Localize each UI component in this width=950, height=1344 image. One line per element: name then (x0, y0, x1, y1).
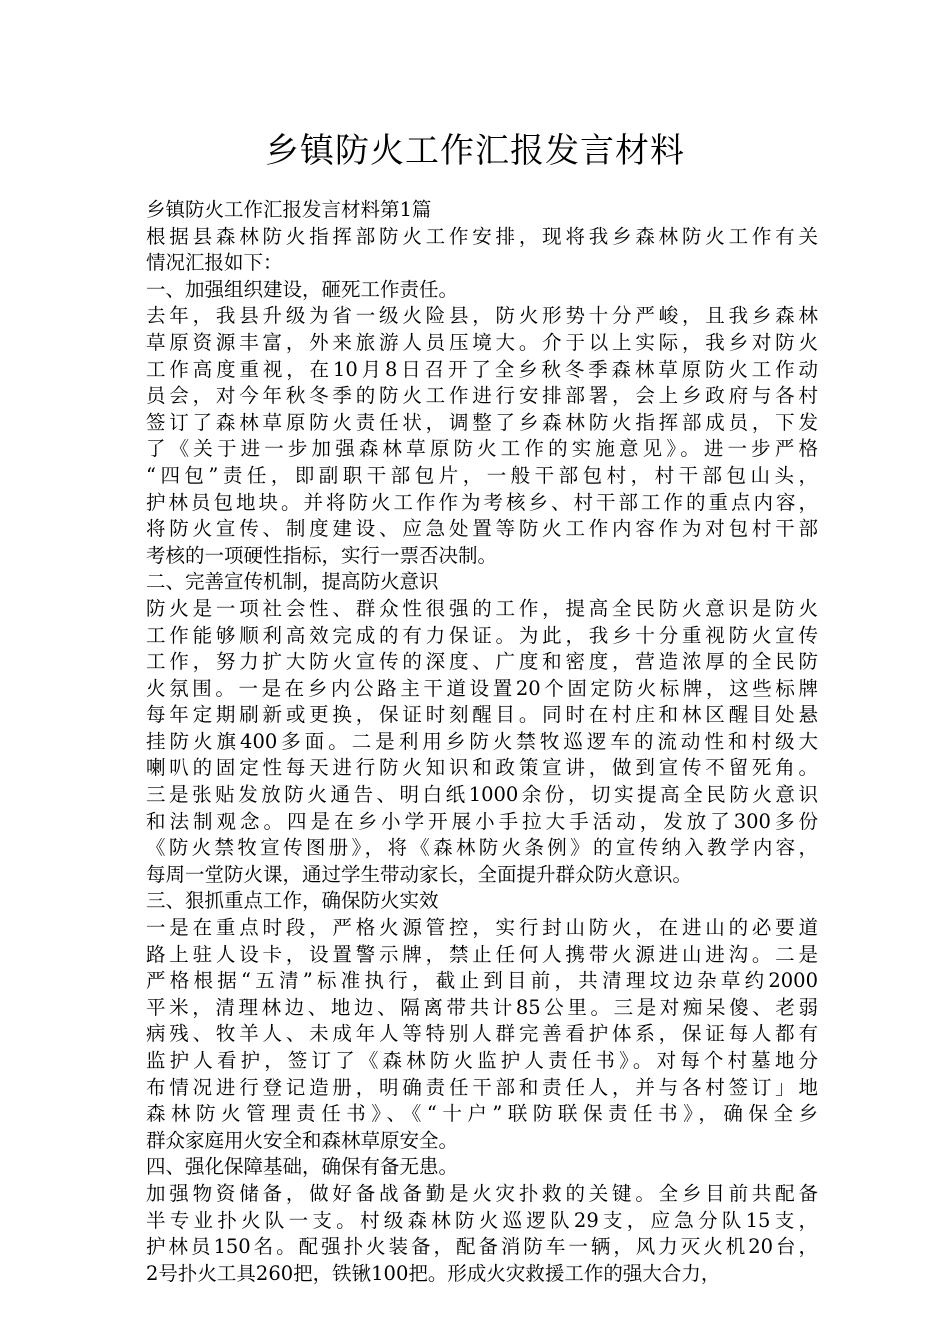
text-line: 了《关于进一步加强森林草原防火工作的实施意见》。进一步严格 (146, 437, 818, 461)
text-line: 四、强化保障基础，确保有备无患。 (146, 1155, 459, 1179)
text-line: 工作，努力扩大防火宣传的深度、广度和密度，营造浓厚的全民防 (146, 650, 818, 674)
document-body (146, 197, 818, 1287)
text-line: 三是张贴发放防火通告、明白纸1000余份，切实提高全民防火意识 (146, 783, 818, 807)
text-line: 草原资源丰富，外来旅游人员压境大。介于以上实际，我乡对防火 (146, 330, 818, 354)
text-line: 将防火宣传、制度建设、应急处置等防火工作内容作为对包村干部 (146, 517, 818, 541)
text-line: 签订了森林草原防火责任状，调整了乡森林防火指挥部成员，下发 (146, 410, 818, 434)
text-line: 喇叭的固定性每天进行防火知识和政策宣讲，做到宣传不留死角。 (146, 756, 818, 780)
text-line: 和法制观念。四是在乡小学开展小手拉大手活动，发放了300多份 (146, 809, 818, 833)
text-line: 病残、牧羊人、未成年人等特别人群完善看护体系，保证每人都有 (146, 1022, 818, 1046)
text-line: 去年，我县升级为省一级火险县，防火形势十分严峻，且我乡森林 (146, 304, 818, 328)
text-line: 森林防火管理责任书》、《“十户”联防联保责任书》，确保全乡 (146, 1102, 818, 1126)
text-line: 防火是一项社会性、群众性很强的工作，提高全民防火意识是防火 (146, 596, 818, 620)
text-line: 加强物资储备，做好备战备勤是火灾扑救的关键。全乡目前共配备 (146, 1181, 818, 1205)
text-line: 三、狠抓重点工作，确保防火实效 (146, 889, 439, 913)
text-line: 乡镇防火工作汇报发言材料第1篇 (146, 198, 432, 221)
text-line: 挂防火旗400多面。二是利用乡防火禁牧巡逻车的流动性和村级大 (146, 729, 818, 753)
text-line: “四包”责任，即副职干部包片，一般干部包村，村干部包山头， (146, 463, 818, 487)
text-line: 监护人看护，签订了《森林防火监护人责任书》。对每个村墓地分 (146, 1049, 818, 1072)
text-line: 每年定期刷新或更换，保证时刻醒目。同时在村庄和林区醒目处悬 (146, 703, 818, 727)
text-line: 二、完善宣传机制，提高防火意识 (146, 570, 439, 594)
text-line: 护林员150名。配强扑火装备，配备消防车一辆，风力灭火机20台， (146, 1235, 818, 1259)
text-line: 严格根据“五清”标准执行，截止到目前，共清理坟边杂草约2000 (146, 969, 818, 993)
text-line: 工作高度重视，在10月8日召开了全乡秋冬季森林草原防火工作动 (146, 357, 818, 381)
text-line: 布情况进行登记造册，明确责任干部和责任人，并与各村签订」地 (146, 1075, 818, 1099)
text-line: 群众家庭用火安全和森林草原安全。 (146, 1128, 459, 1152)
text-line: 路上驻人设卡，设置警示牌，禁止任何人携带火源进山进沟。二是 (146, 942, 818, 966)
text-line: 一、加强组织建设，砸死工作责任。 (146, 277, 459, 301)
text-line: 半专业扑火队一支。村级森林防火巡逻队29支，应急分队15支， (146, 1208, 818, 1232)
text-line: 《防火禁牧宣传图册》，将《森林防火条例》的宣传纳入教学内容， (146, 836, 818, 860)
text-line: 每周一堂防火课，通过学生带动家长，全面提升群众防火意识。 (146, 862, 693, 886)
text-line: 火氛围。一是在乡内公路主干道设置20个固定防火标牌，这些标牌 (146, 676, 818, 700)
text-line: 考核的一项硬性指标，实行一票否决制。 (146, 543, 498, 567)
text-line: 一是在重点时段，严格火源管控，实行封山防火，在进山的必要道 (146, 916, 818, 940)
text-line: 根据县森林防火指挥部防火工作安排，现将我乡森林防火工作有关 (146, 224, 818, 248)
text-line: 工作能够顺利高效完成的有力保证。为此，我乡十分重视防火宣传 (146, 623, 818, 647)
text-line: 护林员包地块。并将防火工作作为考核乡、村干部工作的重点内容， (146, 490, 818, 514)
document-title: 乡镇防火工作汇报发言材料 (265, 131, 685, 171)
text-line: 平米，清理林边、地边、隔离带共计85公里。三是对痴呆傻、老弱 (146, 995, 818, 1019)
text-line: 情况汇报如下： (146, 251, 283, 275)
text-line: 2号扑火工具260把，铁锹100把。形成火灾救援工作的强大合力， (146, 1261, 721, 1285)
text-line: 员会，对今年秋冬季的防火工作进行安排部署，会上乡政府与各村 (146, 384, 818, 408)
